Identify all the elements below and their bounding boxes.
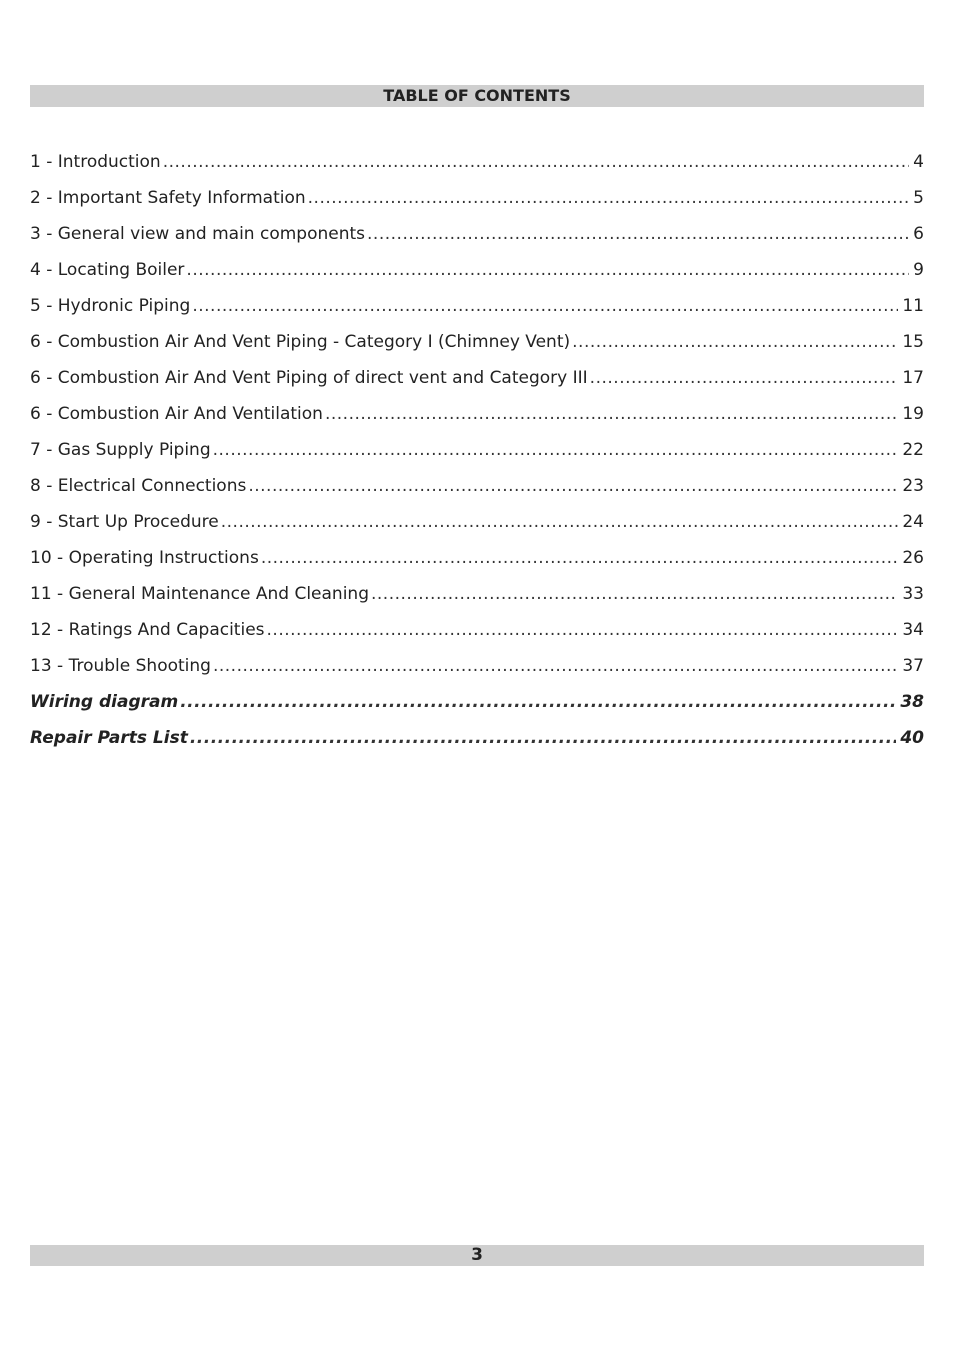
toc-entry-introduction[interactable]: [30, 150, 924, 186]
toc-entry-page: 5: [913, 188, 924, 208]
toc-entry-safety-information[interactable]: [30, 186, 924, 222]
toc-entry-page: 6: [913, 224, 924, 244]
dot-leader: [186, 258, 909, 282]
dot-leader: [590, 366, 899, 390]
toc-entry-general-view[interactable]: [30, 222, 924, 258]
toc-entry-label: 1 - Introduction: [30, 152, 161, 172]
toc-entry-trouble-shooting[interactable]: [30, 654, 924, 690]
dot-leader: [213, 654, 898, 678]
toc-entry-label: 6 - Combustion Air And Vent Piping of direct vent and Category III: [30, 368, 588, 388]
toc-entry-page: 26: [902, 548, 924, 568]
dot-leader: [267, 618, 899, 642]
toc-entry-label: 9 - Start Up Procedure: [30, 512, 219, 532]
toc-entry-repair-parts-list[interactable]: [30, 726, 924, 762]
dot-leader: [371, 582, 898, 606]
toc-entry-page: 33: [902, 584, 924, 604]
toc-entry-label: 6 - Combustion Air And Vent Piping - Category I (Chimney Vent): [30, 332, 571, 352]
toc-entry-electrical-connections[interactable]: [30, 474, 924, 510]
toc-heading-bar: [30, 85, 924, 107]
toc-entry-page: 24: [902, 512, 924, 532]
toc-entry-wiring-diagram[interactable]: [30, 690, 924, 726]
toc-entry-label: Wiring diagram: [30, 692, 179, 712]
toc-entry-vent-category-i[interactable]: [30, 330, 924, 366]
toc-entry-page: 37: [902, 656, 924, 676]
toc-entry-operating-instructions[interactable]: [30, 546, 924, 582]
toc-entry-page: 23: [902, 476, 924, 496]
toc-entry-label: 13 - Trouble Shooting: [30, 656, 211, 676]
toc-entry-page: 40: [900, 728, 924, 748]
toc-entry-label: Repair Parts List: [30, 728, 188, 748]
toc-entry-page: 17: [902, 368, 924, 388]
dot-leader: [190, 726, 896, 750]
toc-entry-page: 9: [913, 260, 924, 280]
toc-entry-label: 6 - Combustion Air And Ventilation: [30, 404, 323, 424]
toc-entry-gas-supply-piping[interactable]: [30, 438, 924, 474]
toc-entry-page: 19: [902, 404, 924, 424]
toc-heading: TABLE OF CONTENTS: [383, 86, 571, 105]
toc-entry-label: 8 - Electrical Connections: [30, 476, 247, 496]
toc-entry-label: 10 - Operating Instructions: [30, 548, 259, 568]
dot-leader: [261, 546, 899, 570]
toc-entry-hydronic-piping[interactable]: [30, 294, 924, 330]
toc-entry-page: 4: [913, 152, 924, 172]
table-of-contents: [30, 150, 924, 762]
page-footer-bar: [30, 1245, 924, 1266]
dot-leader: [221, 510, 899, 534]
toc-entry-label: 11 - General Maintenance And Cleaning: [30, 584, 369, 604]
toc-entry-locating-boiler[interactable]: [30, 258, 924, 294]
toc-entry-label: 5 - Hydronic Piping: [30, 296, 191, 316]
toc-entry-label: 2 - Important Safety Information: [30, 188, 306, 208]
dot-leader: [192, 294, 898, 318]
toc-entry-page: 38: [900, 692, 924, 712]
toc-entry-page: 11: [902, 296, 924, 316]
toc-entry-page: 22: [902, 440, 924, 460]
dot-leader: [572, 330, 898, 354]
toc-entry-label: 4 - Locating Boiler: [30, 260, 185, 280]
toc-entry-maintenance-cleaning[interactable]: [30, 582, 924, 618]
toc-entry-vent-direct-category-iii[interactable]: [30, 366, 924, 402]
toc-entry-start-up-procedure[interactable]: [30, 510, 924, 546]
dot-leader: [325, 402, 898, 426]
page-number: 3: [471, 1245, 483, 1265]
dot-leader: [213, 438, 899, 462]
toc-entry-label: 3 - General view and main components: [30, 224, 366, 244]
toc-entry-ventilation[interactable]: [30, 402, 924, 438]
toc-entry-label: 12 - Ratings And Capacities: [30, 620, 265, 640]
toc-entry-ratings-capacities[interactable]: [30, 618, 924, 654]
dot-leader: [367, 222, 909, 246]
dot-leader: [248, 474, 898, 498]
dot-leader: [308, 186, 910, 210]
toc-entry-label: 7 - Gas Supply Piping: [30, 440, 211, 460]
dot-leader: [163, 150, 909, 174]
toc-entry-page: 34: [902, 620, 924, 640]
toc-entry-page: 15: [902, 332, 924, 352]
dot-leader: [180, 690, 896, 714]
